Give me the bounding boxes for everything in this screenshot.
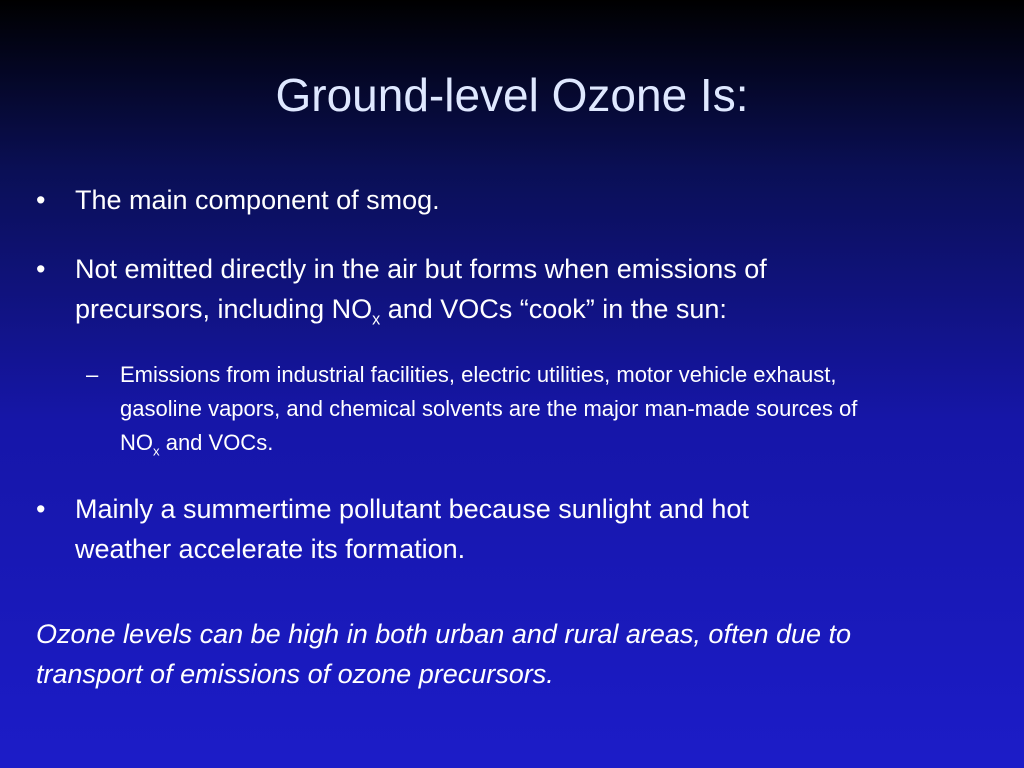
- bullet-line: Not emitted directly in the air but forms when emissions of: [75, 254, 767, 284]
- subscript: x: [153, 443, 160, 459]
- italic-note: [36, 614, 996, 694]
- bullet-line-end: and VOCs “cook” in the sun:: [380, 294, 727, 324]
- bullet-text: [75, 249, 975, 329]
- bullet-line: [75, 289, 975, 329]
- bullet-line: weather accelerate its formation.: [75, 534, 466, 564]
- bullet-icon: •: [36, 494, 46, 524]
- subscript: x: [372, 310, 381, 329]
- bullet-line: Mainly a summertime pollutant because sunlight and hot: [75, 494, 749, 524]
- dash-icon: –: [86, 362, 99, 387]
- sub-bullet-line: [120, 426, 1000, 460]
- sub-bullet-line-end: and VOCs.: [159, 430, 274, 455]
- bullet-text: [75, 489, 975, 569]
- sub-bullet-text: [120, 358, 1000, 460]
- note-line: Ozone levels can be high in both urban and rural areas, often due to: [36, 619, 852, 649]
- sub-bullet-line-start: NO: [120, 430, 153, 455]
- bullet-text: The main component of smog.: [75, 185, 440, 215]
- sub-bullet-line: Emissions from industrial facilities, electric utilities, motor vehicle exhaust,: [120, 362, 837, 387]
- bullet-icon: •: [36, 254, 46, 284]
- note-line: transport of emissions of ozone precursors.: [36, 659, 554, 689]
- slide-title: Ground-level Ozone Is:: [275, 69, 749, 121]
- bullet-icon: •: [36, 185, 46, 215]
- bullet-line-start: precursors, including NO: [75, 294, 373, 324]
- sub-bullet-line: gasoline vapors, and chemical solvents are the major man-made sources of: [120, 396, 858, 421]
